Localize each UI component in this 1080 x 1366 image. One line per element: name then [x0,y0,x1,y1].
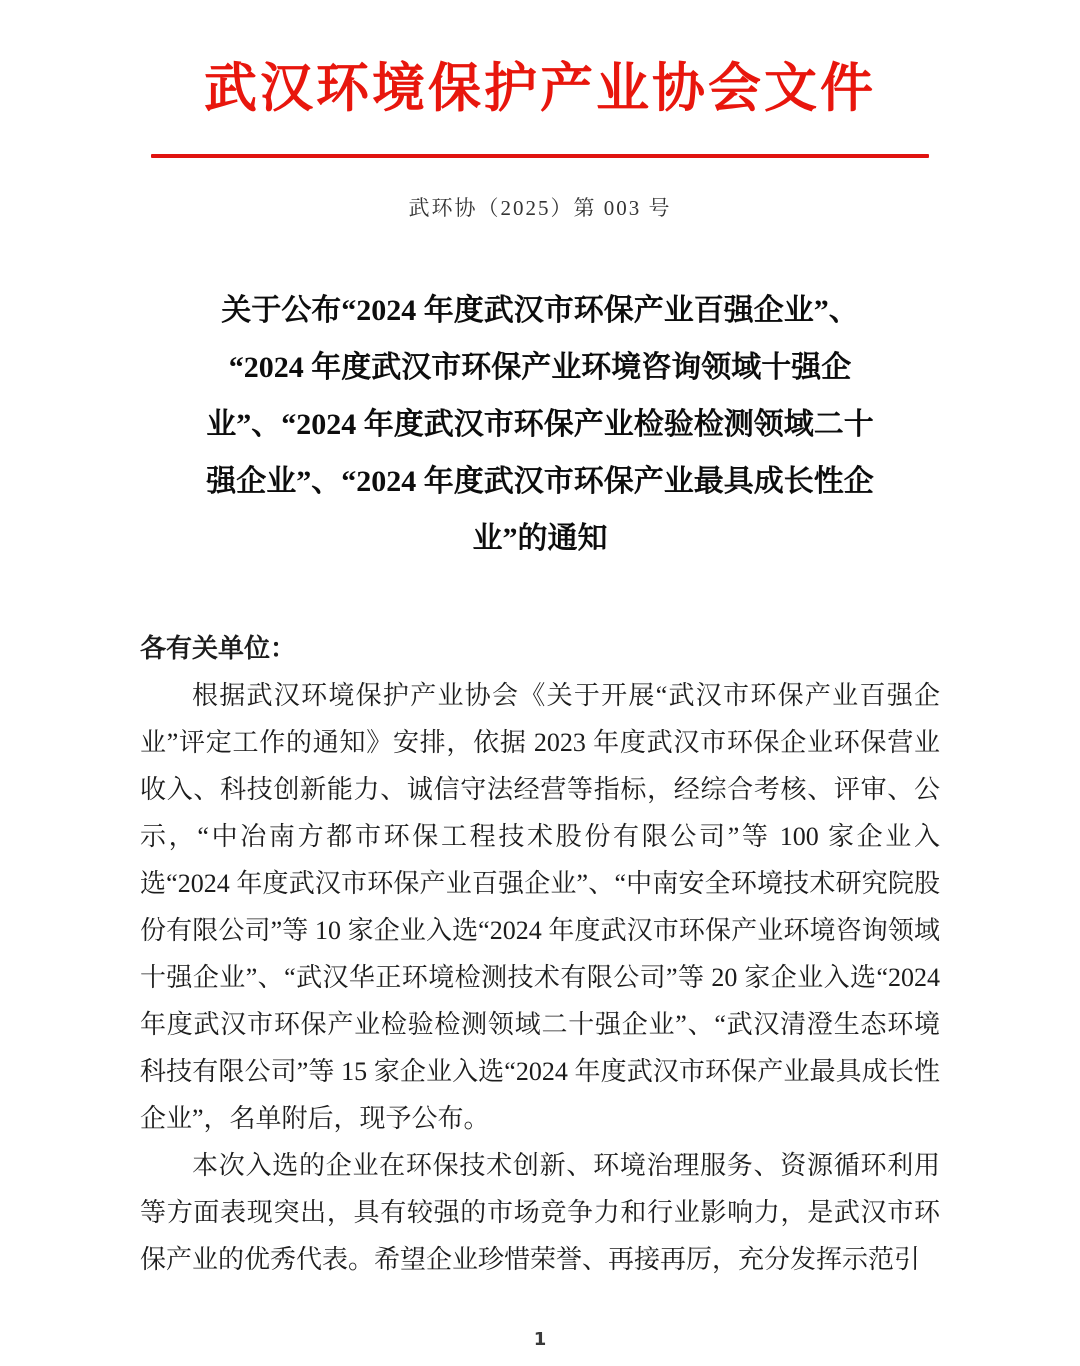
org-title: 武汉环境保护产业协会文件 [204,59,876,118]
notice-title-line: 业”的通知 [472,522,608,555]
body-paragraph-2: 本次入选的企业在环保技术创新、环境治理服务、资源循环利用等方面表现突出，具有较强的市场竞争力和行业影响力，是武汉市环保产业的优秀代表。希望企业珍惜荣誉、再接再厉，充分发挥示范引 [140,1151,940,1274]
notice-title-line: 强企业”、“2024 年度武汉市环保产业最具成长性企 [206,465,874,498]
page-number: 1 [533,1329,547,1350]
notice-title-line: “2024 年度武汉市环保产业环境咨询领域十强企 [228,351,852,384]
notice-title-line: 关于公布“2024 年度武汉市环保产业百强企业”、 [221,294,859,327]
red-divider-line [151,154,929,158]
salutation: 各有关单位： [140,634,297,663]
notice-title-line: 业”、“2024 年度武汉市环保产业检验检测领域二十 [206,408,874,441]
document-body [140,625,940,1283]
doc-number: 武环协（2025）第 003 号 [408,196,672,220]
notice-title [128,282,952,567]
body-paragraph-1: 根据武汉环境保护产业协会《关于开展“武汉市环保产业百强企业”评定工作的通知》安排，依据 2023 年度武汉市环保企业环保营业收入、科技创新能力、诚信守法经营等指标，经综合考核、评审、公示，“中冶南方都市环保工程技术股份有限公司”等 100 家企业入选“2024 年度武汉市环保产业百强企业”、“中南安全环境技术研究院股份有限公司”等 10 家企业入选“2024 年度武汉市环保产业环境咨询领域十强企业”、“武汉华正环境检测技术有限公司”等 20 家企业入选“2024 年度武汉市环保产业检验检测领域二十强企业”、“武汉清澄生态环境科技有限公司”等 15 家企业入选“2024 年度武汉市环保产业最具成长性企业”，名单附后，现予公布。 [140,681,940,1133]
